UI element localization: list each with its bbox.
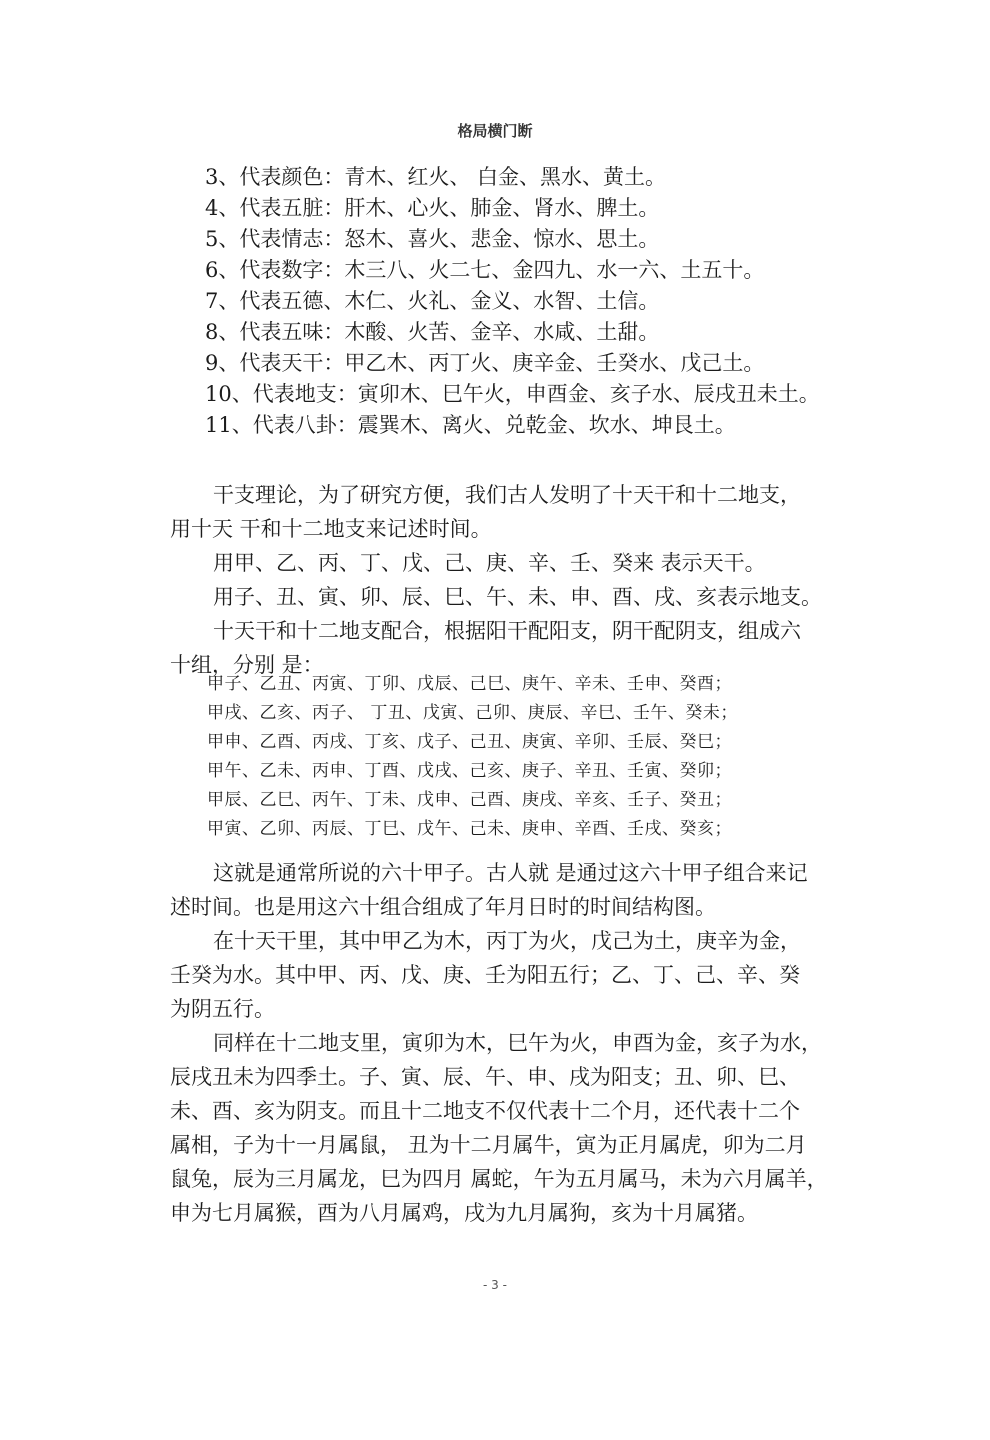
intro-paragraph: [170, 478, 842, 682]
paragraph-line: 壬癸为水。其中甲、丙、戊、庚、壬为阳五行；乙、丁、己、辛、癸: [170, 963, 800, 987]
jiazi-row: 甲辰、乙巳、丙午、丁未、戊申、己酉、庚戌、辛亥、壬子、癸丑；: [207, 790, 732, 810]
page-header: 格局横门断: [457, 122, 533, 140]
list-item: 5、代表情志：怒木、喜火、悲金、惊水、思土。: [205, 227, 660, 251]
jiazi-row: 甲子、乙丑、丙寅、丁卯、戊辰、己巳、庚午、辛未、壬申、癸酉；: [207, 674, 732, 694]
jiazi-row: 甲寅、乙卯、丙辰、丁巳、戊午、己未、庚申、辛酉、壬戌、癸亥；: [207, 819, 732, 839]
body-paragraphs: [170, 856, 842, 1230]
paragraph-line: 属相，子为十一月属鼠， 丑为十二月属牛，寅为正月属虎，卯为二月: [170, 1133, 807, 1157]
list-item: 6、代表数字：木三八、火二七、金四九、水一六、土五十。: [205, 258, 765, 282]
list-item: 4、代表五脏：肝木、心火、肺金、肾水、脾土。: [205, 196, 660, 220]
list-item: 10、代表地支：寅卯木、巳午火，申酉金、亥子水、辰戌丑未土。: [205, 382, 820, 406]
sixty-jiazi-table: [207, 670, 827, 844]
paragraph-line: 辰戌丑未为四季土。子、寅、辰、午、申、戌为阳支；丑、卯、巳、: [170, 1065, 800, 1089]
paragraph-line: 同样在十二地支里，寅卯为木，巳午为火，申酉为金，亥子为水，: [213, 1031, 822, 1055]
paragraph-line: 这就是通常所说的六十甲子。古人就 是通过这六十甲子组合来记: [213, 861, 808, 885]
paragraph-line: 干支理论，为了研究方便，我们古人发明了十天干和十二地支，: [213, 483, 801, 507]
paragraph-line: 申为七月属猴，酉为八月属鸡，戌为九月属狗，亥为十月属猪。: [170, 1201, 758, 1225]
paragraph-line: 十天干和十二地支配合，根据阳干配阳支，阴干配阴支，组成六: [213, 619, 801, 643]
paragraph-line: 鼠兔，辰为三月属龙，巳为四月 属蛇，午为五月属马，未为六月属羊，: [170, 1167, 828, 1191]
attribute-list: [205, 162, 885, 441]
list-item: 3、代表颜色：青木、红火、 白金、黑水、黄土。: [205, 165, 667, 189]
list-item: 8、代表五味：木酸、火苦、金辛、水咸、土甜。: [205, 320, 660, 344]
paragraph-line: 用子、丑、寅、卯、辰、巳、午、未、申、酉、戌、亥表示地支。: [213, 585, 822, 609]
paragraph-line: 在十天干里，其中甲乙为木，丙丁为火，戊己为土，庚辛为金，: [213, 929, 801, 953]
paragraph-line: 十组，分别 是：: [170, 653, 324, 677]
jiazi-row: 甲戌、乙亥、丙子、 丁丑、戊寅、己卯、庚辰、辛巳、壬午、癸未；: [207, 703, 738, 723]
paragraph-line: 用甲、乙、丙、丁、戊、己、庚、辛、壬、癸来 表示天干。: [213, 551, 766, 575]
page-number: - 3 -: [483, 1278, 507, 1292]
paragraph-line: 述时间。也是用这六十组合组成了年月日时的时间结构图。: [170, 895, 716, 919]
list-item: 9、代表天干：甲乙木、丙丁火、庚辛金、壬癸水、戊己土。: [205, 351, 765, 375]
list-item: 7、代表五德、木仁、火礼、金义、水智、土信。: [205, 289, 660, 313]
paragraph-line: 未、酉、亥为阴支。而且十二地支不仅代表十二个月，还代表十二个: [170, 1099, 800, 1123]
paragraph-line: 为阴五行。: [170, 997, 275, 1021]
paragraph-line: 用十天 干和十二地支来记述时间。: [170, 517, 492, 541]
jiazi-row: 甲申、乙酉、丙戌、丁亥、戊子、己丑、庚寅、辛卯、壬辰、癸巳；: [207, 732, 732, 752]
list-item: 11、代表八卦：震巽木、离火、兑乾金、坎水、坤艮土。: [205, 413, 736, 437]
jiazi-row: 甲午、乙未、丙申、丁酉、戊戌、己亥、庚子、辛丑、壬寅、癸卯；: [207, 761, 732, 781]
